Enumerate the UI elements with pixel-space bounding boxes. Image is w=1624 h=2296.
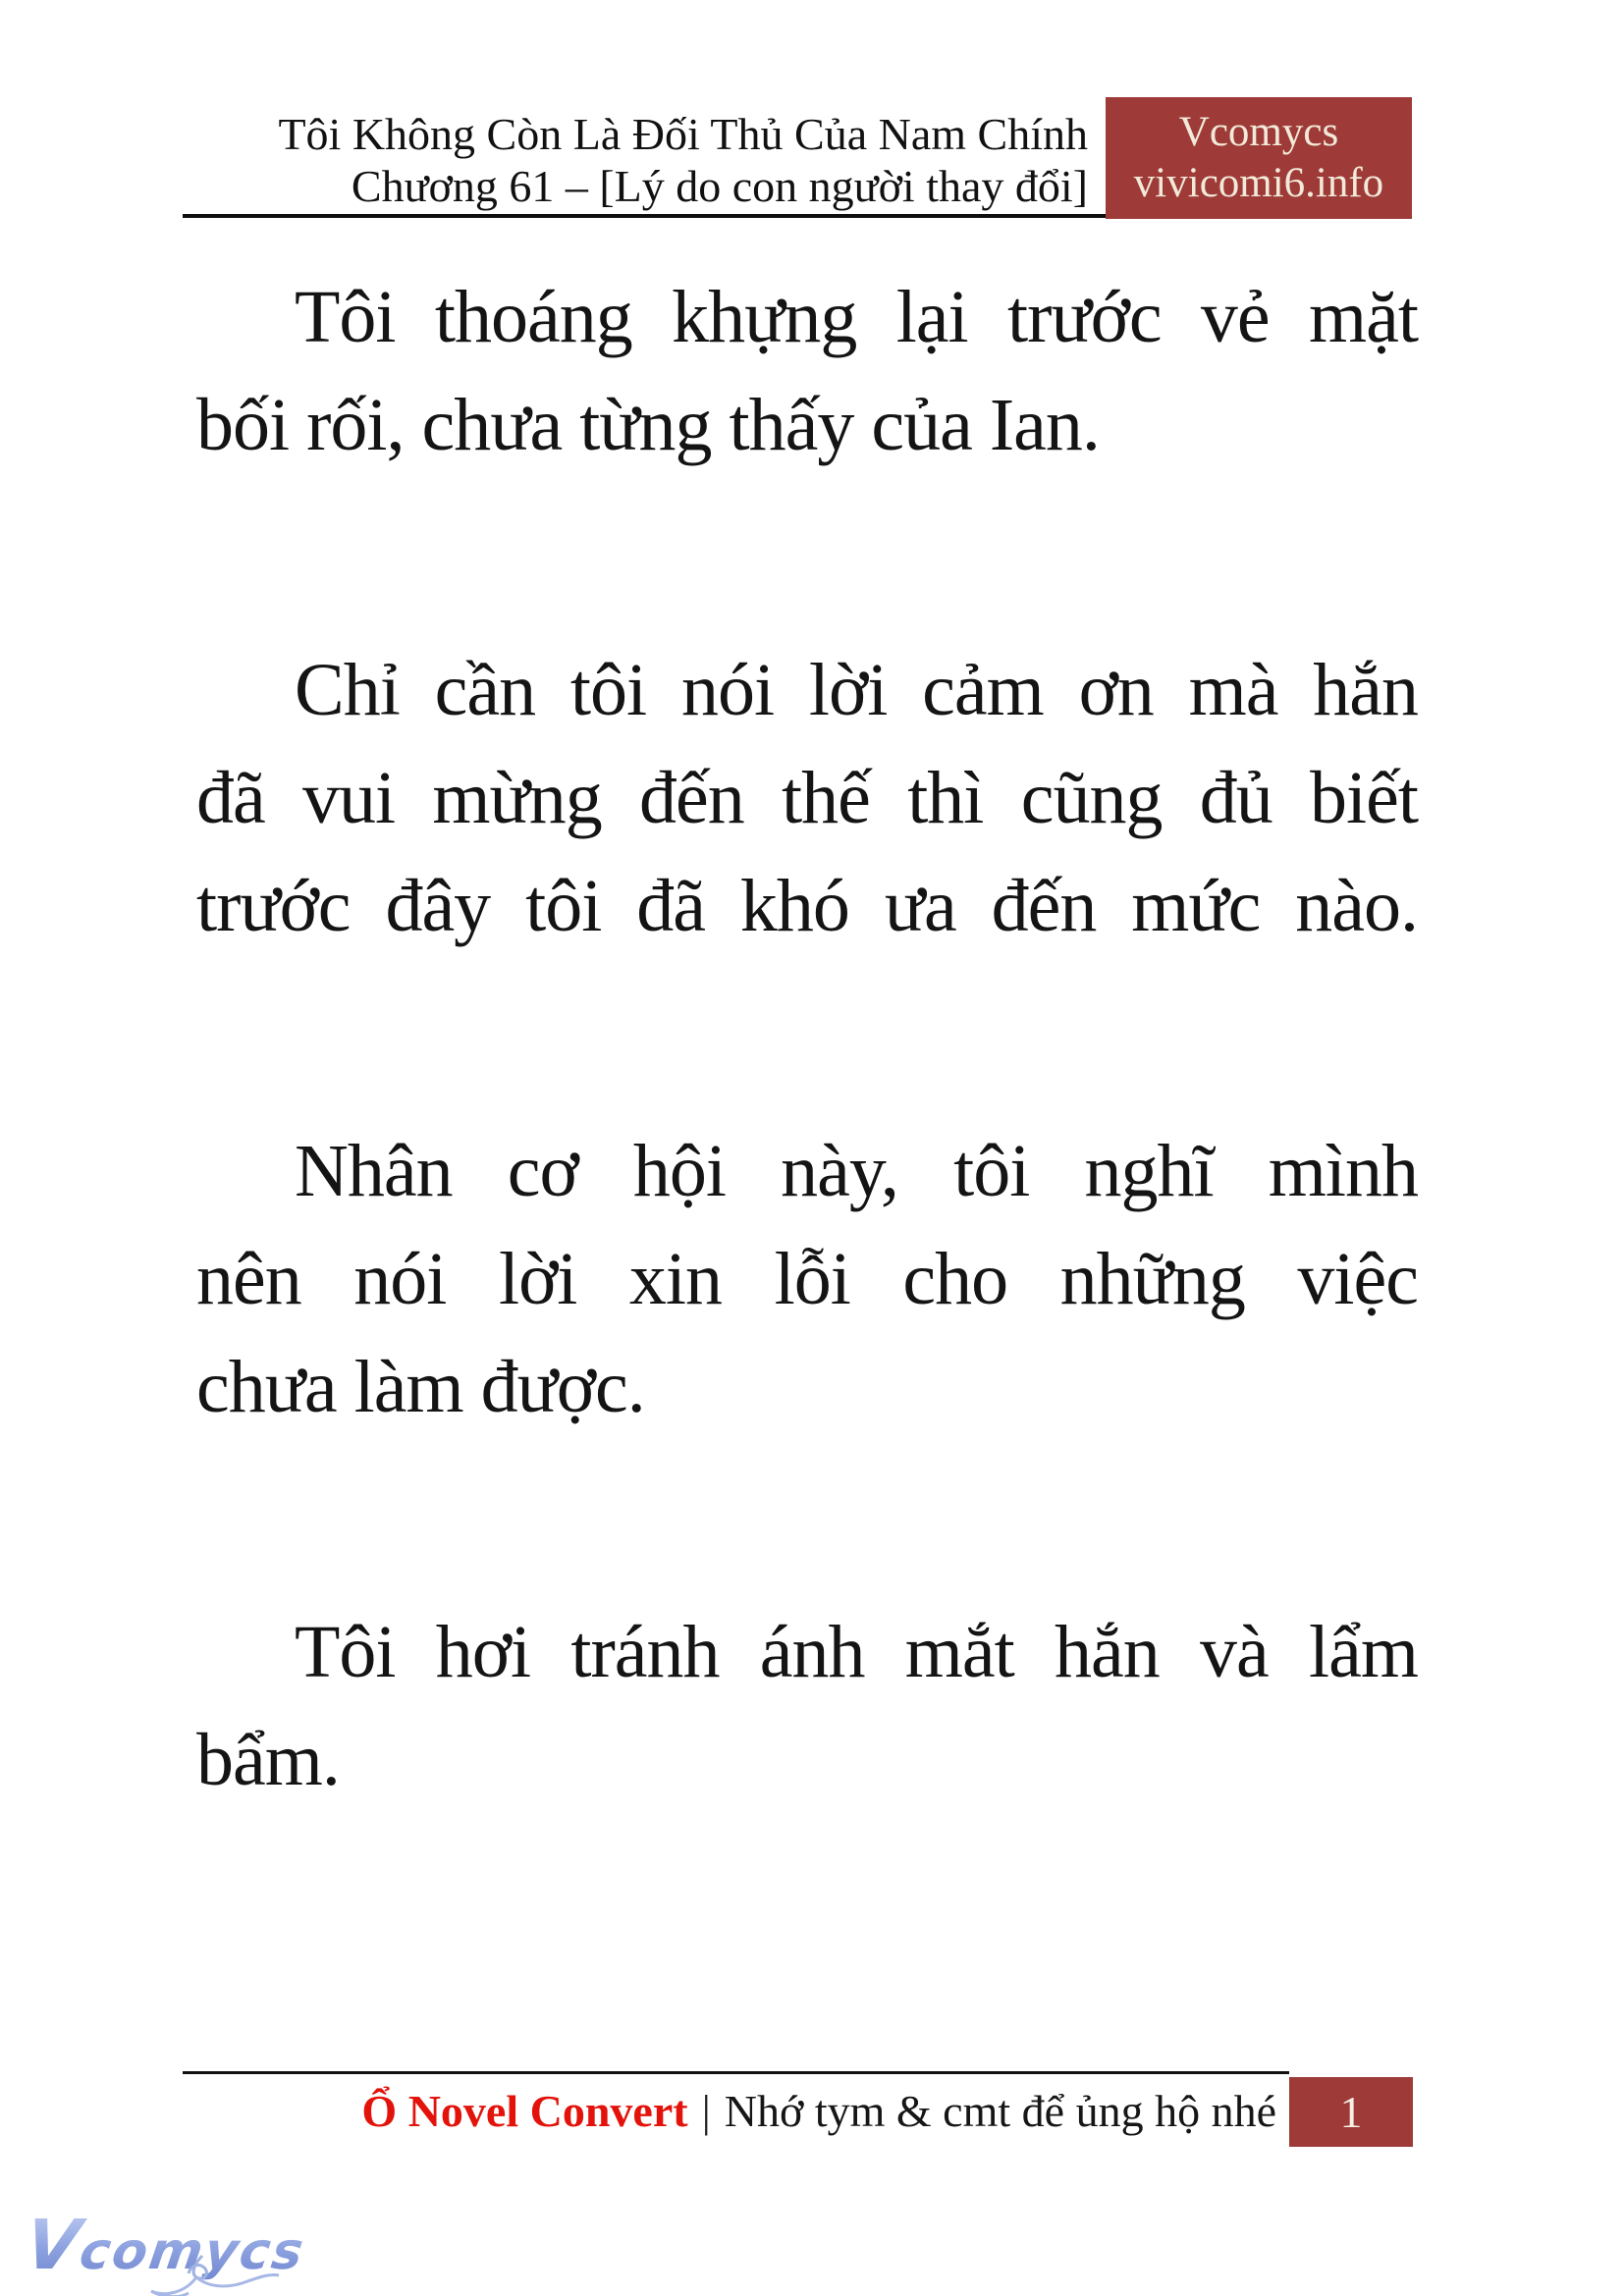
paragraph-line: chưa làm được. xyxy=(196,1346,645,1428)
page-number-badge xyxy=(1289,2077,1413,2147)
paragraph-line: bối rối, chưa từng thấy của Ian. xyxy=(196,384,1100,466)
paragraph-line: Tôi thoáng khựng lại trước vẻ mặt xyxy=(295,276,1418,358)
paragraph-line: Chỉ cần tôi nói lời cảm ơn mà hắn xyxy=(295,649,1418,731)
page-header-title xyxy=(183,108,1088,212)
site-badge-url: vivicomi6.info xyxy=(1133,160,1384,206)
paragraph-line: nên nói lời xin lỗi cho những việc xyxy=(196,1238,1418,1320)
footer-site-label: Ổ Novel Convert xyxy=(361,2086,688,2136)
vcomycs-logo-rest: comycs xyxy=(76,2222,309,2281)
site-badge xyxy=(1106,97,1412,219)
paragraph-line: bẩm. xyxy=(196,1719,340,1801)
novel-title: Tôi Không Còn Là Đối Thủ Của Nam Chính xyxy=(278,109,1088,159)
paragraph-line: đã vui mừng đến thế thì cũng đủ biết xyxy=(196,757,1418,839)
paragraph xyxy=(196,636,1418,960)
paragraph-line: trước đây tôi đã khó ưa đến mức nào. xyxy=(196,865,1418,947)
header-divider xyxy=(183,214,1106,218)
paragraph-line: Tôi hơi tránh ánh mắt hắn và lẩm xyxy=(295,1611,1418,1693)
body-text xyxy=(196,263,1418,1971)
flower-flourish-icon xyxy=(126,2254,283,2296)
site-badge-name: Vcomycs xyxy=(1178,109,1339,155)
paragraph xyxy=(196,263,1418,479)
paragraph xyxy=(196,1117,1418,1441)
footer-support-note: Nhớ tym & cmt để ủng hộ nhé xyxy=(724,2086,1276,2136)
paragraph-line: Nhân cơ hội này, tôi nghĩ mình xyxy=(295,1130,1418,1212)
page-number: 1 xyxy=(1339,2087,1363,2137)
footer-separator: | xyxy=(701,2086,711,2136)
footer-divider xyxy=(183,2071,1289,2074)
chapter-title: Chương 61 – [Lý do con người thay đổi] xyxy=(351,161,1088,211)
footer-text xyxy=(183,2085,1276,2138)
paragraph xyxy=(196,1598,1418,1814)
vcomycs-logo-initial: V xyxy=(20,2205,87,2285)
